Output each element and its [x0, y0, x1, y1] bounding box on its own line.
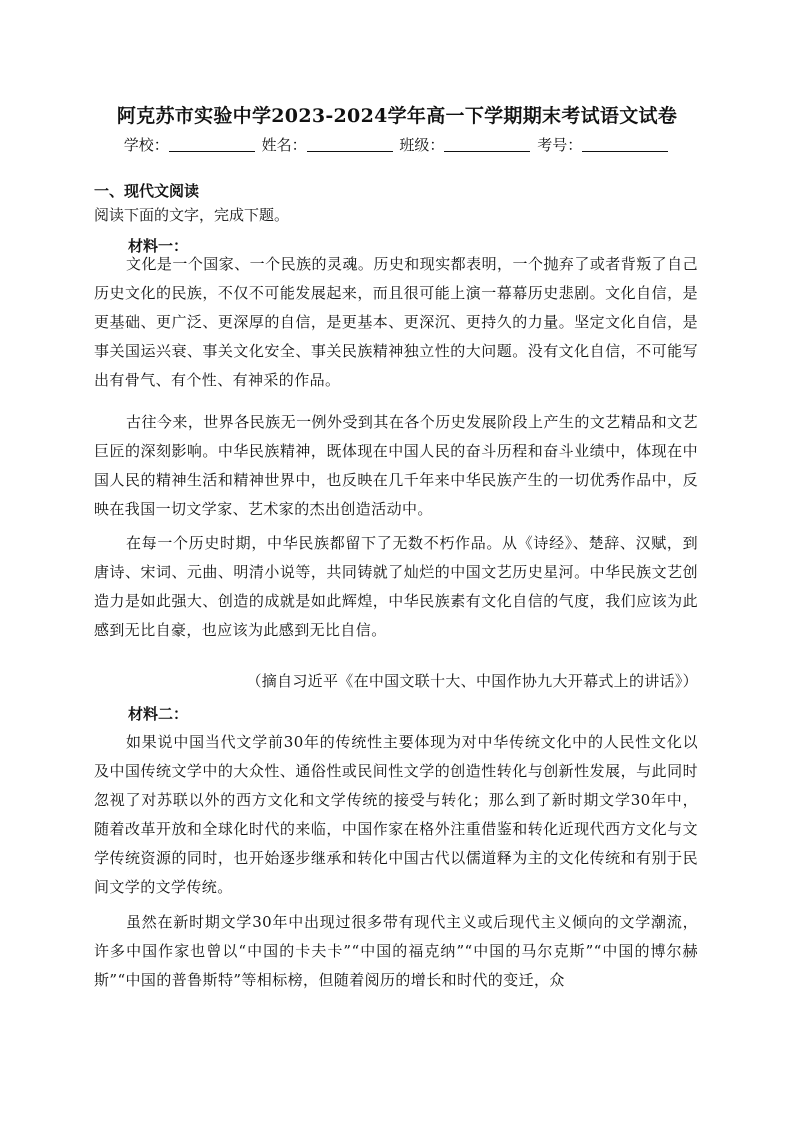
name-label: 姓名：: [261, 136, 307, 154]
material1-label: 材料一：: [128, 237, 189, 255]
section-instruction: 阅读下面的文字，完成下题。: [94, 206, 290, 224]
name-blank[interactable]: [307, 137, 393, 152]
section-heading: 一、现代文阅读: [94, 182, 200, 200]
material2-paragraph-1: 如果说中国当代文学前30年的传统性主要体现为对中华传统文化中的人民性文化以及中国传统文学中的大众性、通俗性或民间性文学的创造性转化与创新性发展，与此同时忽视了对苏联以外的西方文化和文学传统的接受与转化；那么到了新时期文学30年中，随着改革开放和全球化时代的来临，中国作家在格外注重借鉴和转化近现代西方文化与文学传统资源的同时，也开始逐步继承和转化中国古代以儒道释为主的文化传统和有别于民间文学的文学传统。: [94, 733, 698, 896]
material1-paragraph-2: 古往今来，世界各民族无一例外受到其在各个历史发展阶段上产生的文艺精品和文艺巨匠的深刻影响。中华民族精神，既体现在中国人民的奋斗历程和奋斗业绩中，体现在中国人民的精神生活和精神世界中，也反映在几千年来中华民族产生的一切优秀作品中，反映在我国一切文学家、艺术家的杰出创造活动中。: [94, 413, 698, 518]
material2-paragraph-2: 虽然在新时期文学30年中出现过很多带有现代主义或后现代主义倾向的文学潮流，许多中国作家也曾以“中国的卡夫卡”“中国的福克纳”“中国的马尔克斯”“中国的博尔赫斯”“中国的普鲁斯特”等相标榜，但随着阅历的增长和时代的变迁，众: [94, 913, 698, 989]
school-blank[interactable]: [169, 137, 255, 152]
material1-source: （摘自习近平《在中国文联十大、中国作协九大开幕式上的讲话》）: [246, 672, 698, 690]
material2-label: 材料二：: [128, 705, 189, 723]
material1-paragraph-3: 在每一个历史时期，中华民族都留下了无数不朽作品。从《诗经》、楚辞、汉赋，到唐诗、宋词、元曲、明清小说等，共同铸就了灿烂的中国文艺历史星河。中华民族文艺创造力是如此强大、创造的成就是如此辉煌，中华民族素有文化自信的气度，我们应该为此感到无比自豪，也应该为此感到无比自信。: [94, 534, 698, 639]
material1-paragraph-1: 文化是一个国家、一个民族的灵魂。历史和现实都表明，一个抛弃了或者背叛了自己历史文化的民族，不仅不可能发展起来，而且很可能上演一幕幕历史悲剧。文化自信，是更基础、更广泛、更深厚的自信，是更基本、更深沉、更持久的力量。坚定文化自信，是事关国运兴衰、事关文化安全、事关民族精神独立性的大问题。没有文化自信，不可能写出有骨气、有个性、有神采的作品。: [94, 255, 698, 389]
exam-title: 阿克苏市实验中学2023-2024学年高一下学期期末考试语文试卷: [116, 105, 678, 127]
student-info-line: [0, 134, 794, 155]
class-label: 班级：: [399, 136, 445, 154]
school-label: 学校：: [123, 136, 169, 154]
number-blank[interactable]: [582, 137, 668, 152]
class-blank[interactable]: [444, 137, 530, 152]
number-label: 考号：: [537, 136, 583, 154]
